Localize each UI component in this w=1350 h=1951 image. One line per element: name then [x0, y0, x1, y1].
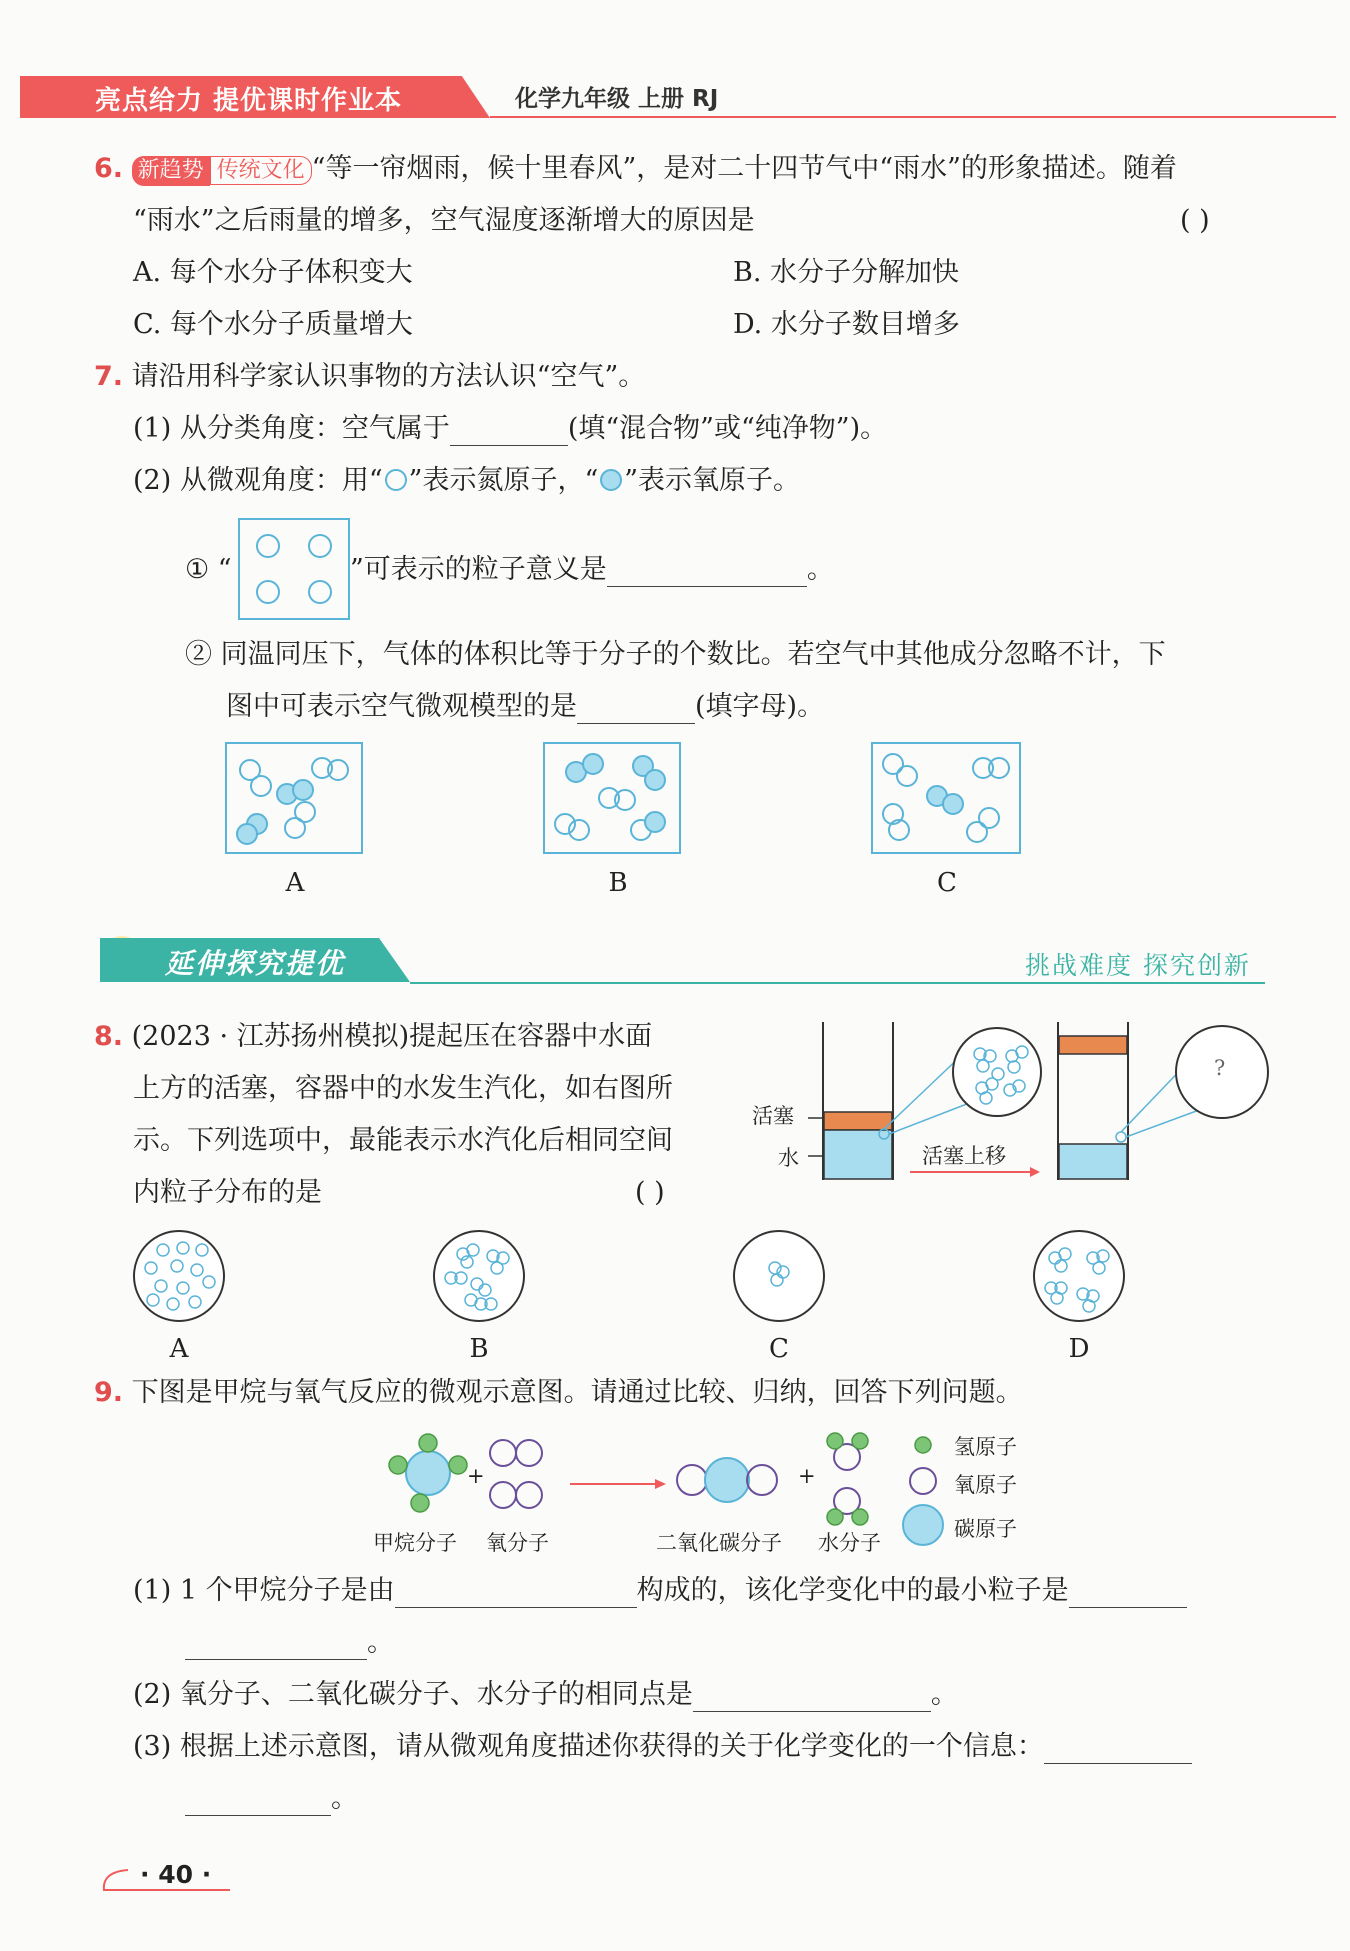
- q9-part3: [133, 1730, 1192, 1764]
- methane-label: 甲烷分子: [373, 1531, 457, 1555]
- legend-oxygen: 氧原子: [954, 1473, 1017, 1497]
- answer-blank[interactable]: [1069, 1579, 1187, 1608]
- option-b: B. 水分子分解加快: [733, 257, 960, 288]
- answer-paren: ( ): [635, 1177, 665, 1208]
- answer-blank[interactable]: [185, 1631, 367, 1660]
- q7-sub1: [350, 553, 834, 587]
- sub-question-text: ② 同温同压下，气体的体积比等于分子的个数比。若空气中其他成分忽略不计，下: [185, 639, 1166, 670]
- option-b-diagram: [431, 1228, 527, 1324]
- question-number: 6.: [94, 153, 124, 184]
- section-tagline: 挑战难度 探究创新: [1025, 951, 1251, 980]
- option-d-diagram: [1031, 1228, 1127, 1324]
- question-7: [94, 360, 645, 394]
- punct: 。: [930, 1679, 958, 1710]
- answer-blank[interactable]: [577, 695, 695, 724]
- question-mark: ?: [1214, 1056, 1226, 1080]
- question-text: “雨水”之后雨量的增多，空气湿度逐渐增大的原因是: [133, 205, 755, 236]
- water-label: 水: [778, 1146, 799, 1170]
- answer-blank[interactable]: [450, 417, 568, 446]
- question-text: “等一帘烟雨，候十里春风”，是对二十四节气中“雨水”的形象描述。随着: [311, 153, 1177, 184]
- figure-label: B: [608, 868, 628, 898]
- air-model-a: [225, 742, 363, 854]
- nitrogen-atom-icon: [383, 467, 409, 493]
- legend-carbon: 碳原子: [954, 1517, 1017, 1541]
- question-text: 内粒子分布的是: [133, 1177, 322, 1208]
- q9-part2: [133, 1678, 958, 1712]
- punct: 。: [806, 554, 834, 585]
- option-a: A. 每个水分子体积变大: [133, 257, 413, 288]
- answer-paren: ( ): [1180, 205, 1210, 236]
- part-text: (填“混合物”或“纯净物”)。: [567, 413, 888, 444]
- question-text: 上方的活塞，容器中的水发生汽化，如右图所: [133, 1073, 673, 1104]
- piston-label: 活塞: [752, 1104, 794, 1128]
- water-molecule-label: 水分子: [818, 1531, 881, 1555]
- header-title: 亮点给力 提优课时作业本: [95, 86, 403, 116]
- punct: 。: [331, 1783, 358, 1814]
- sub-question-text: 图中可表示空气微观模型的是: [226, 691, 577, 722]
- air-model-c: [871, 742, 1021, 854]
- question-6: [94, 152, 1177, 186]
- part-text: 构成的，该化学变化中的最小粒子是: [636, 1575, 1069, 1606]
- option-label: A: [169, 1334, 189, 1364]
- question-text: (2023 · 江苏扬州模拟)提起压在容器中水面: [131, 1021, 653, 1052]
- option-label: B: [469, 1334, 489, 1364]
- part-text: ”表示氮原子，“: [408, 465, 599, 496]
- sub-question-text: ① “: [185, 554, 232, 585]
- question-number: 9.: [94, 1377, 124, 1408]
- punct: 。: [367, 1627, 394, 1658]
- q7-part1: [133, 412, 887, 446]
- answer-blank[interactable]: [1044, 1735, 1192, 1764]
- header-divider: [490, 116, 1336, 118]
- co2-label: 二氧化碳分子: [656, 1531, 782, 1555]
- oxygen-molecule-label: 氧分子: [486, 1531, 549, 1555]
- section-title: 延伸探究提优: [165, 947, 346, 980]
- answer-blank[interactable]: [693, 1683, 931, 1712]
- part-text: (1) 从分类角度：空气属于: [133, 413, 450, 444]
- sub-question-text: ”可表示的粒子意义是: [350, 554, 607, 585]
- option-c-diagram: [731, 1228, 827, 1324]
- piston-vaporization-figure: [740, 1020, 1280, 1200]
- part-text: ”表示氧原子。: [624, 465, 801, 496]
- section-divider: [410, 982, 1265, 984]
- figure-label: C: [937, 868, 957, 898]
- sub-question-text: (填字母)。: [695, 691, 825, 722]
- q7-part2: [133, 464, 800, 498]
- plus-sign: +: [798, 1464, 816, 1488]
- q7-sub2: [226, 690, 824, 724]
- answer-blank[interactable]: [395, 1579, 637, 1608]
- part-text: (2) 氧分子、二氧化碳分子、水分子的相同点是: [133, 1679, 693, 1710]
- question-number: 7.: [94, 361, 124, 392]
- question-text: 下图是甲烷与氧气反应的微观示意图。请通过比较、归纳，回答下列问题。: [131, 1377, 1023, 1408]
- q9-part1: [133, 1574, 1187, 1608]
- option-label: D: [1068, 1334, 1090, 1364]
- part-text: (3) 根据上述示意图，请从微观角度描述你获得的关于化学变化的一个信息：: [133, 1731, 1044, 1762]
- plus-sign: +: [467, 1464, 485, 1488]
- figure-label: A: [285, 868, 305, 898]
- question-number: 8.: [94, 1021, 124, 1052]
- arrow-label: 活塞上移: [922, 1144, 1006, 1168]
- option-c: C. 每个水分子质量增大: [133, 309, 413, 340]
- page-number: · 40 ·: [140, 1860, 212, 1889]
- question-9: [94, 1376, 1023, 1410]
- question-8: [94, 1020, 652, 1054]
- question-text: 示。下列选项中，最能表示水汽化后相同空间: [133, 1125, 673, 1156]
- option-a-diagram: [131, 1228, 227, 1324]
- option-label: C: [769, 1334, 789, 1364]
- tag-new-trend: 新趋势: [132, 156, 210, 186]
- two-nitrogen-molecules-figure: [238, 518, 350, 620]
- tag-topic: 传统文化: [210, 156, 312, 185]
- answer-blank[interactable]: [607, 558, 807, 587]
- q9-part1-cont: [185, 1626, 394, 1660]
- part-text: (2) 从微观角度：用“: [133, 465, 383, 496]
- question-text: 请沿用科学家认识事物的方法认识“空气”。: [131, 361, 646, 392]
- oxygen-atom-icon: [598, 467, 624, 493]
- option-d: D. 水分子数目增多: [733, 309, 960, 340]
- answer-blank[interactable]: [185, 1787, 331, 1816]
- legend-hydrogen: 氢原子: [954, 1435, 1017, 1459]
- header-subject: 化学九年级 上册 RJ: [515, 86, 719, 112]
- q9-part3-cont: [185, 1782, 358, 1816]
- part-text: (1) 1 个甲烷分子是由: [133, 1575, 395, 1606]
- air-model-b: [543, 742, 681, 854]
